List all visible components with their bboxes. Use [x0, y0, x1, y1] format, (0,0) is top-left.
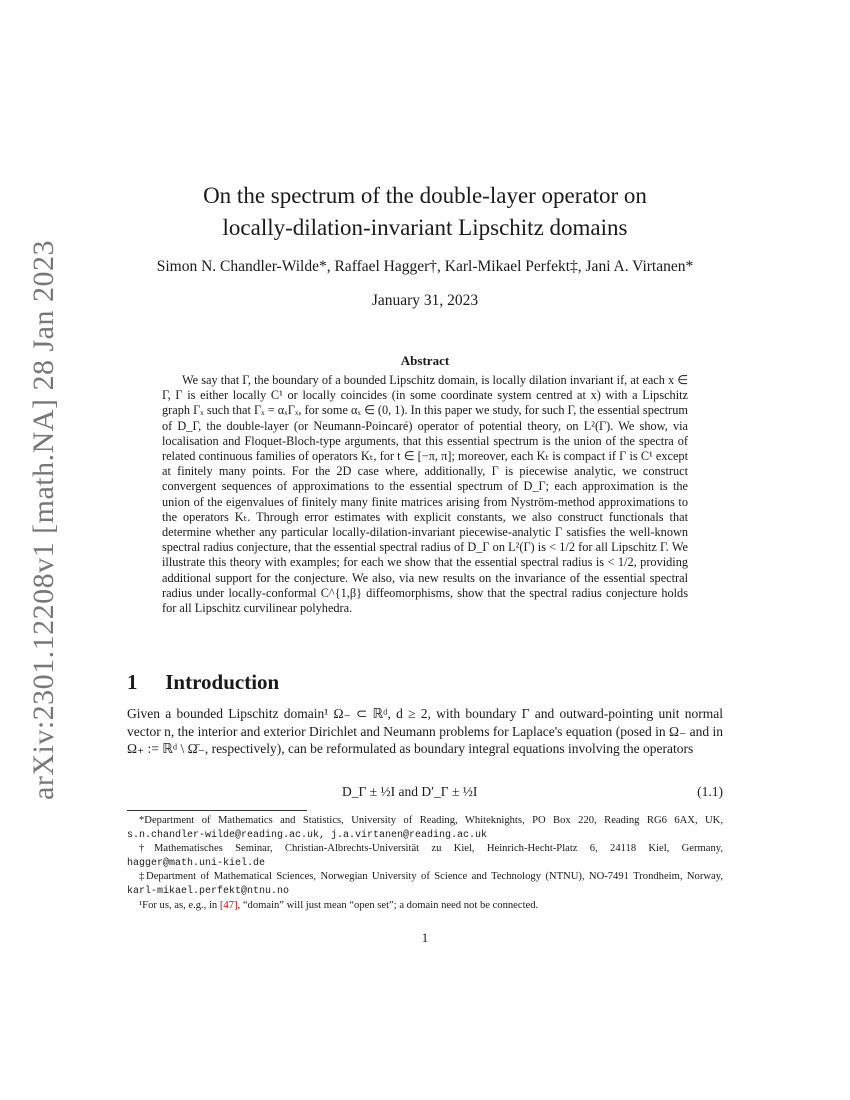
citation-link[interactable]: [47]	[219, 899, 238, 911]
intro-paragraph: Given a bounded Lipschitz domain¹ Ω₋ ⊂ ℝᵈ, d ≥ 2, with boundary Γ and outward-pointing unit normal vector n, the interior and exterior Dirichlet and Neumann problems for Laplace's equation (posed in Ω₋ and in Ω₊ := ℝᵈ \ Ω̄₋, respectively), can be reformulated as boundary integral equations involving the operators	[127, 706, 723, 756]
equation-1-1	[127, 784, 723, 804]
equation-tag: (1.1)	[697, 784, 723, 799]
email-link[interactable]: karl-mikael.perfekt@ntnu.no	[127, 885, 290, 897]
publication-date: January 31, 2023	[371, 292, 479, 309]
arxiv-identifier: arXiv:2301.12208v1 [math.NA] 28 Jan 2023	[27, 240, 60, 800]
arxiv-sidebar-stamp	[14, 200, 74, 840]
section-number: 1	[127, 670, 138, 694]
footnote-rule	[127, 810, 307, 811]
email-link[interactable]: hagger@math.uni-kiel.de	[127, 857, 266, 869]
footnote-affiliation-ntnu: ‡Department of Mathematical Sciences, Norwegian University of Science and Technology (NTNU), NO-7491 Trondheim, Norway, karl-mikael.perfekt@ntnu.no	[127, 871, 723, 897]
page-number: 1	[421, 930, 429, 945]
footnote-affiliation-reading: *Department of Mathematics and Statistics, University of Reading, Whiteknights, PO Box 220, Reading RG6 6AX, UK, s.n.chandler-wilde@reading.ac.uk, j.a.virtanen@reading.ac.uk	[127, 815, 723, 841]
author-list: Simon N. Chandler-Wilde*, Raffael Hagger†, Karl-Mikael Perfekt‡, Jani A. Virtanen*	[156, 258, 694, 275]
abstract-heading: Abstract	[400, 353, 450, 368]
title-line-1: On the spectrum of the double-layer operator on	[203, 183, 647, 208]
equation-body: D_Γ ± ½I and D′_Γ ± ½I	[342, 784, 478, 799]
footnote-affiliation-kiel: †Mathematisches Seminar, Christian-Albrechts-Universität zu Kiel, Heinrich-Hecht-Platz 6, 24118 Kiel, Germany, hagger@math.uni-kiel.de	[127, 843, 723, 869]
title-line-2: locally-dilation-invariant Lipschitz domains	[222, 215, 628, 240]
footnotes	[127, 814, 723, 912]
section-title: Introduction	[165, 670, 280, 694]
section-heading	[127, 670, 279, 695]
abstract-body: We say that Γ, the boundary of a bounded Lipschitz domain, is locally dilation invariant if, at each x ∈ Γ, Γ is either locally C¹ or locally coincides (in some coordinate system centred at x) with a Lipschitz graph Γₓ such that Γₓ = αₓΓₓ, for some αₓ ∈ (0, 1). In this paper we study, for such Γ, the essential spectrum of D_Γ, the double-layer (or Neumann-Poincaré) operator of potential theory, on L²(Γ). We show, via localisation and Floquet-Bloch-type arguments, that this essential spectrum is the union of the spectra of related continuous families of operators Kₜ, for t ∈ [−π, π]; moreover, each Kₜ is compact if Γ is C¹ except at finitely many points. For the 2D case where, additionally, Γ is piecewise analytic, we construct convergent sequences of approximations to the essential spectrum of D_Γ; each approximation is the union of the eigenvalues of finitely many finite matrices arising from Nyström-method approximations to the operators Kₜ. Through error estimates with explicit constants, we also construct functionals that determine whether any particular locally-dilation-invariant piecewise-analytic Γ satisfies the well-known spectral radius conjecture, that the essential spectral radius of D_Γ on L²(Γ) is < 1/2 for all Lipschitz Γ. We illustrate this theory with examples; for each we show that the essential spectral radius is < 1/2, providing additional support for the conjecture. We also, via new results on the invariance of the essential spectral radius under locally-conformal C^{1,β} diffeomorphisms, show that the spectral radius conjecture holds for all Lipschitz curvilinear polyhedra.	[162, 373, 688, 616]
footnote-domain-definition: ¹For us, as, e.g., in [47], “domain” will just mean “open set”; a domain need not be connected.	[139, 899, 539, 911]
email-link[interactable]: s.n.chandler-wilde@reading.ac.uk, j.a.virtanen@reading.ac.uk	[127, 829, 488, 841]
paper-title	[110, 180, 740, 244]
